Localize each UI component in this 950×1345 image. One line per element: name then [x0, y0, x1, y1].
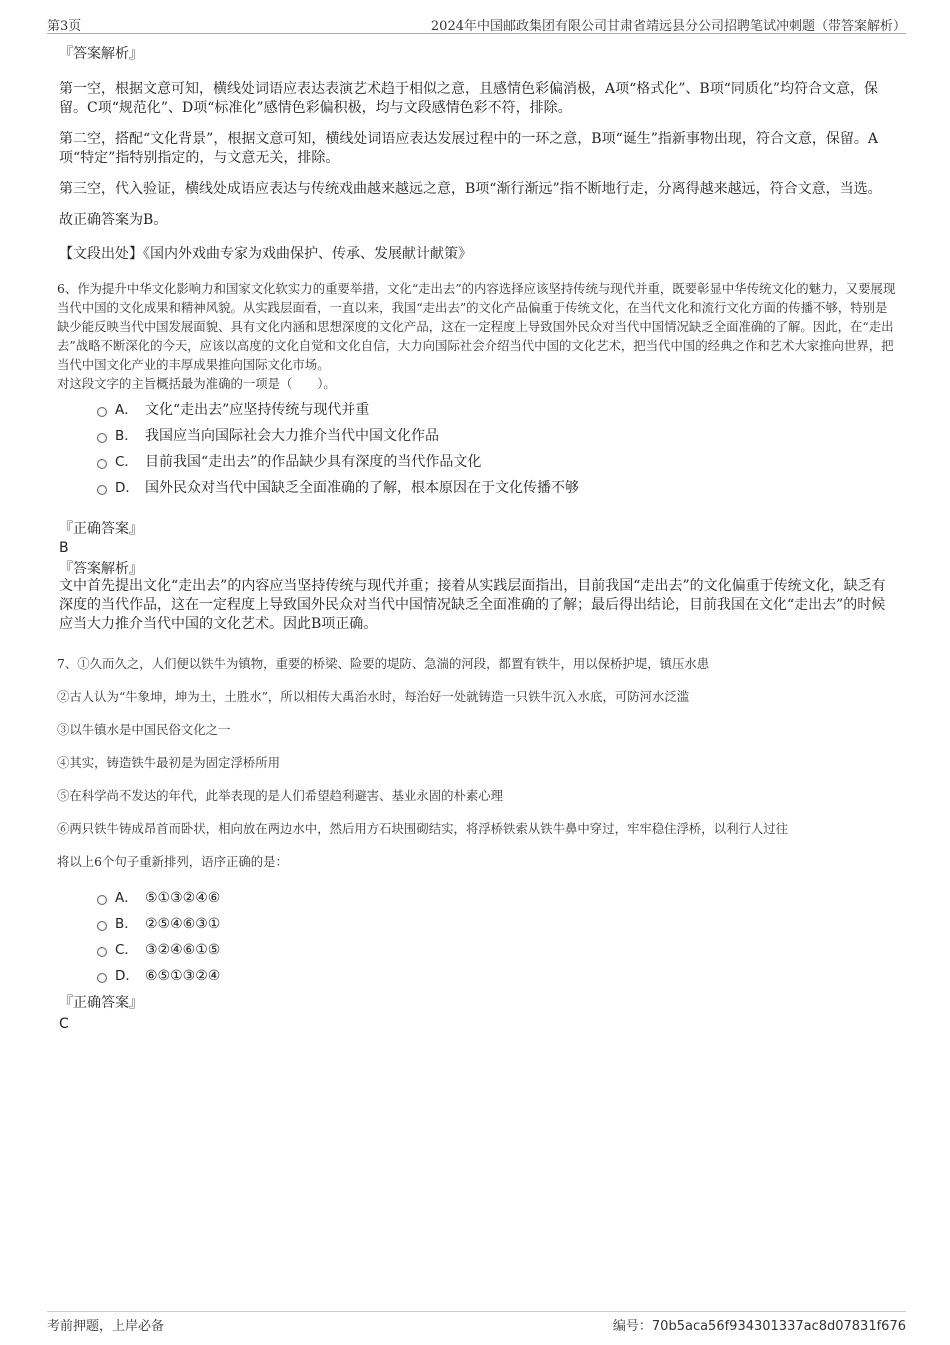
question-6 — [57, 279, 897, 634]
q7-sentence-2: ②古人认为“牛象坤，坤为土，土胜水”，所以相传大禹治水时，每治好一处就铸造一只铁牛沉入水底，可防河水泛滥 — [57, 689, 690, 704]
page-content — [57, 44, 897, 1033]
q7-sentence-5: ⑤在科学尚不发达的年代，此举表现的是人们希望趋利避害、基业永固的朴素心理 — [57, 788, 504, 803]
q6-options — [97, 397, 897, 501]
q6-option-c[interactable]: C． 目前我国“走出去”的作品缺少具有深度的当代作品文化 — [97, 449, 897, 475]
radio-button-icon[interactable] — [97, 947, 107, 957]
q5-analysis-p1: 第一空，根据文意可知，横线处词语应表达表演艺术趋于相似之意，且感情色彩偏消极，A项“格式化”、B项“同质化”均符合文意，保留。C项“规范化”、D项“标准化”感情色彩偏积极，均与文段感情色彩不符，排除。 — [59, 81, 879, 116]
q5-analysis-heading: 『答案解析』 — [59, 46, 143, 62]
radio-button-icon[interactable] — [97, 921, 107, 931]
footer-slogan: 考前押题，上岸必备 — [47, 1319, 165, 1334]
page-number: 第3页 — [47, 19, 82, 34]
q7-answer-heading: 『正确答案』 — [59, 995, 143, 1011]
document-id-value: 70b5aca56f934301337ac8d07831f676 — [651, 1319, 906, 1334]
page-footer — [47, 1311, 906, 1336]
radio-button-icon[interactable] — [97, 895, 107, 905]
radio-button-icon[interactable] — [97, 459, 107, 469]
q6-option-b[interactable]: B． 我国应当向国际社会大力推介当代中国文化作品 — [97, 423, 897, 449]
q7-sentence-1: 7、①久而久之，人们便以铁牛为镇物，重要的桥梁、险要的堤防、急湍的河段，都置有铁牛，用以保桥护堤，镇压水患 — [57, 656, 710, 671]
q7-option-d[interactable]: D． ⑥⑤①③②④ — [97, 963, 897, 989]
document-id — [613, 1315, 906, 1334]
q7-answer: C — [59, 1016, 69, 1032]
q5-analysis-p2: 第二空，搭配“文化背景”，根据文意可知，横线处词语应表达发展过程中的一环之意，B项“诞生”指新事物出现，符合文意，保留。A项“特定”指特别指定的，与文意无关，排除。 — [59, 131, 879, 166]
q7-question: 将以上6个句子重新排列，语序正确的是： — [57, 854, 288, 869]
radio-button-icon[interactable] — [97, 407, 107, 417]
q6-analysis: 文中首先提出文化“走出去”的内容应当坚持传统与现代并重；接着从实践层面指出，目前我国“走出去”的文化偏重于传统文化，缺乏有深度的当代作品，这在一定程度上导致国外民众对当代中国情况缺乏全面准确的了解；最后得出结论，目前我国在文化“走出去”的时候应当大力推介当代中国的文化艺术。因此B项正确。 — [59, 578, 886, 632]
q7-sentence-6: ⑥两只铁牛铸成昂首而卧状，相向放在两边水中，然后用方石块围砌结实，将浮桥铁索从铁牛鼻中穿过，牢牢稳住浮桥，以利行人过往 — [57, 821, 789, 836]
q7-option-b[interactable]: B． ②⑤④⑥③① — [97, 911, 897, 937]
q5-analysis-p3: 第三空，代入验证，横线处成语应表达与传统戏曲越来越远之意，B项“渐行渐远”指不断地行走，分离得越来越远，符合文意，当选。 — [59, 181, 882, 197]
q7-option-a[interactable]: A． ⑤①③②④⑥ — [97, 885, 897, 911]
q7-option-c[interactable]: C． ③②④⑥①⑤ — [97, 937, 897, 963]
document-id-label: 编号： — [612, 1319, 652, 1334]
q7-options — [97, 885, 897, 989]
radio-button-icon[interactable] — [97, 433, 107, 443]
q6-option-a[interactable]: A． 文化“走出去”应坚持传统与现代并重 — [97, 397, 897, 423]
q6-stem: 6、作为提升中华文化影响力和国家文化软实力的重要举措，文化“走出去”的内容选择应该坚持传统与现代并重，既要彰显中华传统文化的魅力，又要展现当代中国的文化成果和精神风貌。从实践层面看，一直以来，我国“走出去”的文化产品偏重于传统文化，在当代文化和流行文化方面的传播不够，特别是缺少能反映当代中国发展面貌、具有文化内涵和思想深度的文化产品，这在一定程度上导致国外民众对当代中国情况缺乏全面准确的了解。因此，在“走出去”战略不断深化的今天，应该以高度的文化自觉和文化自信，大力向国际社会介绍当代中国的文化艺术，把当代中国的经典之作和艺术大家推向世界，把当代中国文化产业的丰厚成果推向国际文化市场。 — [57, 281, 896, 372]
q7-sentence-3: ③以牛镇水是中国民俗文化之一 — [57, 722, 231, 737]
q5-source: 【文段出处】《国内外戏曲专家为戏曲保护、传承、发展献计献策》 — [59, 246, 472, 262]
q7-sentence-4: ④其实，铸造铁牛最初是为固定浮桥所用 — [57, 755, 281, 770]
q6-answer: B — [59, 540, 69, 556]
q6-question: 对这段文字的主旨概括最为准确的一项是（ ）。 — [57, 376, 336, 391]
radio-button-icon[interactable] — [97, 485, 107, 495]
question-7 — [57, 654, 897, 1033]
document-title: 2024年中国邮政集团有限公司甘肃省靖远县分公司招聘笔试冲刺题（带答案解析） — [430, 19, 906, 34]
q6-analysis-heading: 『答案解析』 — [59, 561, 143, 577]
q6-answer-heading: 『正确答案』 — [59, 521, 143, 537]
q6-option-d[interactable]: D． 国外民众对当代中国缺乏全面准确的了解，根本原因在于文化传播不够 — [97, 475, 897, 501]
q5-conclusion: 故正确答案为B。 — [59, 212, 168, 228]
radio-button-icon[interactable] — [97, 973, 107, 983]
page-header — [47, 13, 906, 34]
